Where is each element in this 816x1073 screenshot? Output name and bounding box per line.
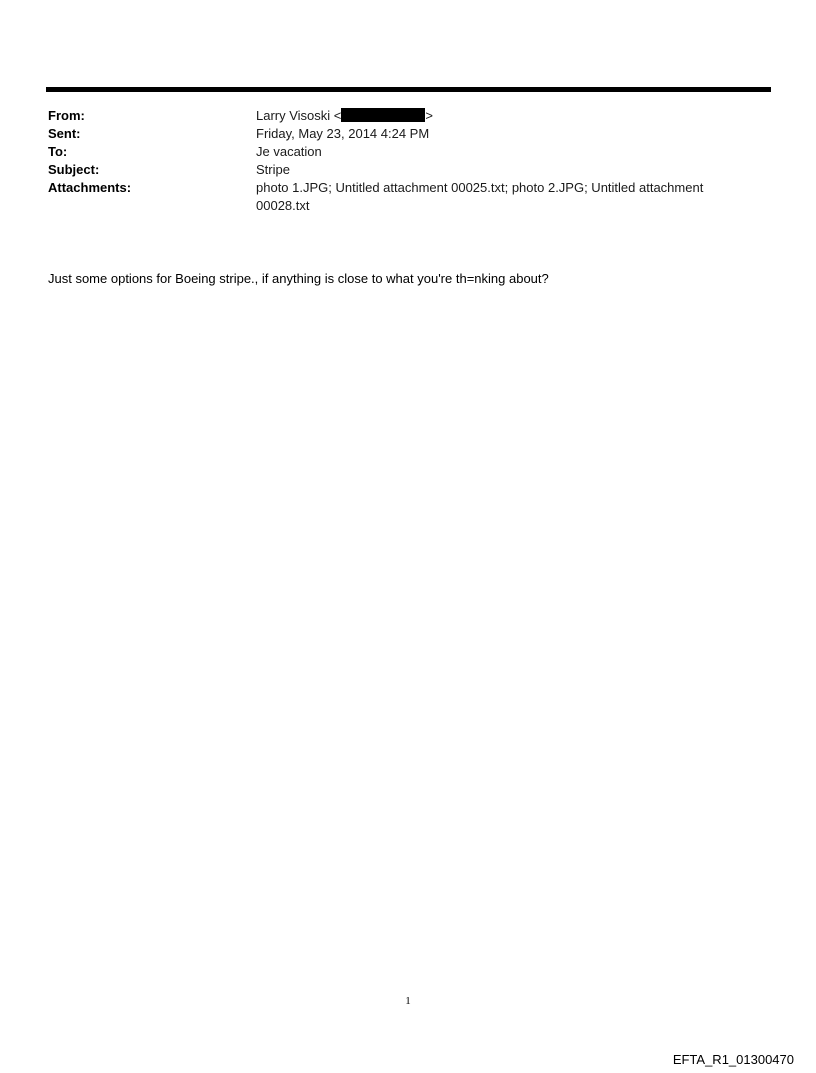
email-open-bracket: <	[330, 108, 342, 123]
subject-label: Subject:	[48, 162, 100, 177]
attachments-line-2: 00028.txt	[256, 198, 310, 213]
attachments-line-1: photo 1.JPG; Untitled attachment 00025.txt; photo 2.JPG; Untitled attachment	[256, 180, 704, 195]
subject-row	[48, 161, 748, 179]
sent-label: Sent:	[48, 126, 81, 141]
from-label: From:	[48, 108, 85, 123]
to-label: To:	[48, 144, 68, 159]
to-row	[48, 143, 748, 161]
to-value: Je vacation	[256, 144, 322, 159]
from-row	[48, 107, 748, 125]
page-number: 1	[405, 995, 411, 1007]
sent-row	[48, 125, 748, 143]
attachments-row	[48, 179, 748, 215]
email-header	[48, 107, 748, 215]
email-close-bracket: >	[425, 108, 433, 123]
redacted-email-address	[341, 108, 425, 122]
document-id: EFTA_R1_01300470	[672, 1052, 794, 1067]
from-value	[256, 107, 748, 125]
header-divider-rule	[46, 87, 771, 92]
subject-value: Stripe	[256, 162, 290, 177]
sender-name: Larry Visoski	[256, 108, 331, 123]
sent-value: Friday, May 23, 2014 4:24 PM	[256, 126, 430, 141]
attachments-value	[256, 179, 748, 215]
email-body: Just some options for Boeing stripe., if anything is close to what you're th=nking about?	[48, 271, 549, 286]
attachments-label: Attachments:	[48, 180, 132, 195]
